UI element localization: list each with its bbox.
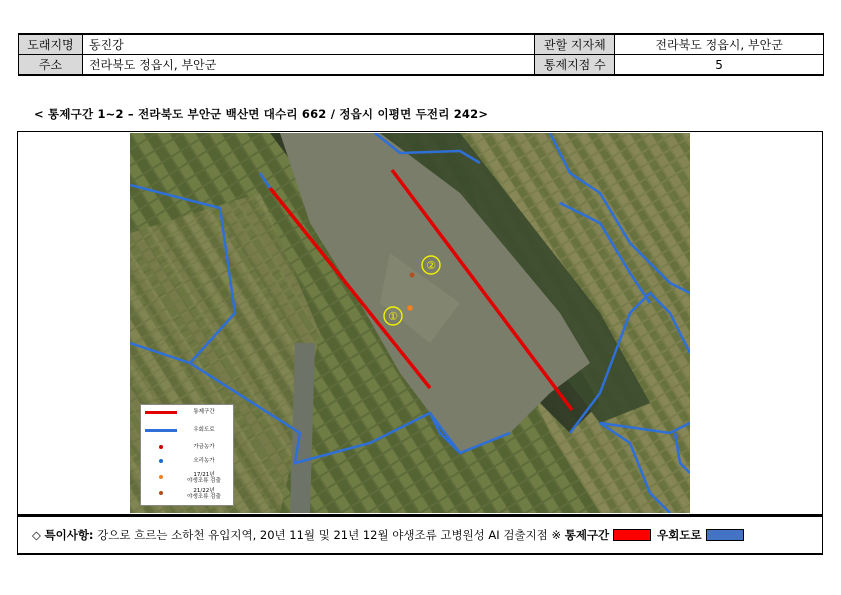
legend-21-22-label: 21/22년 야생조류 검출 <box>187 488 221 500</box>
jurisdiction-label: 관할 지자체 <box>535 34 615 55</box>
legend-17-21-label: 17/21년 야생조류 검출 <box>187 472 221 484</box>
legend-blue-dot <box>159 459 163 463</box>
control-count-value: 5 <box>615 55 824 76</box>
legend-duck-label: 오리농가 <box>193 458 215 464</box>
legend-red-dot <box>159 445 163 449</box>
note-bar <box>17 515 823 555</box>
legend-orange-dot <box>159 475 163 479</box>
address-label: 주소 <box>19 55 83 76</box>
diamond-icon: ◇ <box>32 528 45 542</box>
detour-swatch <box>706 529 744 541</box>
legend-poultry-label: 가금농가 <box>193 444 215 450</box>
wild-bird-dot <box>410 273 415 278</box>
marker-1-label: ① <box>388 310 398 323</box>
site-name-label: 도래지명 <box>19 34 83 55</box>
jurisdiction-value: 전라북도 정읍시, 부안군 <box>615 34 824 55</box>
map-legend <box>140 404 234 506</box>
control-count-label: 통제지점 수 <box>535 55 615 76</box>
legend-brown-dot <box>159 491 163 495</box>
note-label: 특이사항: <box>44 528 94 542</box>
info-row-1 <box>19 34 824 55</box>
note-detour-label: 우회도로 <box>657 528 702 542</box>
marker-2-label: ② <box>426 259 436 272</box>
legend-red-line <box>145 411 177 414</box>
legend-blue-line <box>145 429 177 432</box>
site-name-value: 동진강 <box>82 34 534 55</box>
section-title: < 통제구간 1~2 – 전라북도 부안군 백산면 대수리 662 / 정읍시 이평면 두전리 242> <box>34 107 489 121</box>
legend-control-label: 통제구간 <box>193 409 215 415</box>
info-row-2 <box>19 55 824 76</box>
note-text: 강으로 흐르는 소하천 유입지역, 20년 11월 및 21년 12월 야생조류 고병원성 AI 검출지점 ※ <box>93 528 565 542</box>
wild-bird-dot <box>407 305 413 311</box>
info-table <box>18 33 824 76</box>
control-swatch <box>613 529 651 541</box>
address-value: 전라북도 정읍시, 부안군 <box>82 55 534 76</box>
note-control-label: 통제구간 <box>564 528 610 542</box>
legend-detour-label: 우회도로 <box>193 427 215 433</box>
